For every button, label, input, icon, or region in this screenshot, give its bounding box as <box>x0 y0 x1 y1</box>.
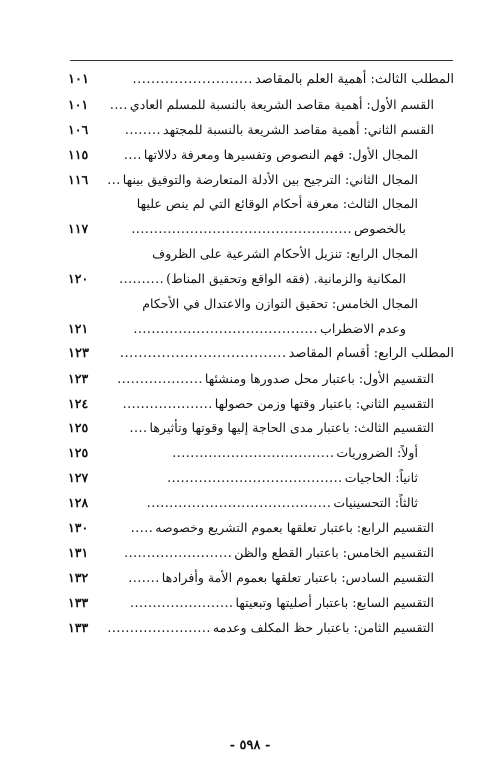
toc-entry <box>68 267 454 292</box>
toc-entry <box>68 367 454 392</box>
toc-entry-page-number: ١٠١ <box>68 72 89 87</box>
toc-entry-page-number: ١٢٥ <box>68 420 89 436</box>
toc-entry <box>68 416 454 441</box>
toc-entry <box>68 242 454 267</box>
toc-entry-page-number: ١٢٤ <box>68 395 89 411</box>
toc-entry <box>68 441 454 466</box>
page-number-footer: - ٥٩٨ - <box>229 738 271 753</box>
toc-entry-leader: ... <box>107 171 121 187</box>
toc-entry-page-number: ١٣١ <box>68 544 89 560</box>
toc-entry <box>68 591 454 616</box>
toc-entry-page-number: ١٠٦ <box>68 121 89 137</box>
table-of-contents <box>68 68 454 640</box>
toc-entry-page-number: ١١٥ <box>68 146 89 162</box>
toc-entry-page-number: ١٣٠ <box>68 520 89 536</box>
toc-entry-page-number: ١٠١ <box>68 96 89 112</box>
toc-entry-leader: ....................... <box>129 594 234 610</box>
toc-entry <box>68 466 454 491</box>
toc-entry-title: المجال الأول: فهم النصوص وتفسيرها ومعرفة دلالاتها <box>143 146 418 162</box>
toc-entry-title: التقسيم الثالث: باعتبار مدى الحاجة إليها وقوتها وتأثيرها <box>149 420 434 436</box>
toc-entry-title: ثانياً: الحاجيات <box>344 470 418 486</box>
toc-entry-page-number: ١٣٣ <box>68 594 89 610</box>
toc-entry <box>68 118 454 143</box>
toc-entry-page-number: ١٢٨ <box>68 495 89 511</box>
toc-entry-leader: .................................... <box>119 345 287 361</box>
toc-entry-title: بالخصوص <box>354 221 406 237</box>
toc-entry <box>68 616 454 641</box>
toc-entry-leader: ..... <box>130 520 154 536</box>
toc-entry-leader: ......................................... <box>146 495 332 511</box>
toc-entry-title: التقسيم السابع: باعتبار أصليتها وتبعيتها <box>235 594 434 610</box>
header-rule <box>70 60 453 61</box>
toc-entry-leader: .......................... <box>132 72 253 87</box>
toc-entry-title: أولاً: الضروريات <box>336 445 418 461</box>
toc-entry-leader: .... <box>129 420 148 436</box>
toc-entry-title: التقسيم الثاني: باعتبار وقتها وزمن حصولها <box>214 395 434 411</box>
toc-entry-leader: .... <box>109 96 128 112</box>
toc-entry-page-number: ١٣٢ <box>68 569 89 585</box>
toc-entry-leader: ....................... <box>107 619 211 635</box>
toc-entry <box>68 516 454 541</box>
toc-entry-page-number: ١٢٥ <box>68 445 89 461</box>
toc-entry-page-number: ١٣٣ <box>68 619 89 635</box>
toc-entry <box>68 93 454 118</box>
toc-entry <box>68 292 454 317</box>
toc-entry-leader: .................... <box>122 395 213 411</box>
toc-entry-title: المجال الثاني: الترجيح بين الأدلة المتعارضة والتوفيق بينها <box>122 171 418 187</box>
toc-entry <box>68 217 454 242</box>
toc-entry-leader: ......................................... <box>133 320 318 336</box>
toc-entry-title: المطلب الرابع: أقسام المقاصد <box>288 345 454 361</box>
toc-entry-page-number: ١٢٧ <box>68 470 89 486</box>
toc-entry <box>68 143 454 168</box>
toc-entry <box>68 192 454 217</box>
toc-entry <box>68 168 454 193</box>
toc-entry-title: المجال الخامس: تحقيق التوازن والاعتدال في الأحكام <box>142 296 418 312</box>
toc-entry-title: التقسيم الخامس: باعتبار القطع والظن <box>234 544 434 560</box>
toc-entry-title: القسم الأول: أهمية مقاصد الشريعة بالنسبة للمسلم العادي <box>129 96 434 112</box>
toc-entry-leader: .................................... <box>172 445 335 461</box>
toc-entry-page-number: ١١٧ <box>68 221 89 237</box>
toc-entry-title: المجال الرابع: تنزيل الأحكام الشرعية على الظروف <box>152 246 418 262</box>
toc-entry-leader: ....................................... <box>167 470 343 486</box>
toc-entry <box>68 491 454 516</box>
toc-entry-page-number: ١٢٣ <box>68 345 89 361</box>
toc-entry-title: التقسيم الأول: باعتبار محل صدورها ومنشئها <box>204 370 434 386</box>
toc-entry-leader: ................................................. <box>131 221 353 237</box>
toc-entry-leader: .......... <box>119 271 165 287</box>
toc-entry-page-number: ١٢١ <box>68 320 89 336</box>
toc-entry-title: المكانية والزمانية. (فقه الواقع وتحقيق المناط) <box>166 271 406 287</box>
toc-entry-title: التقسيم الثامن: باعتبار حظ المكلف وعدمه <box>212 619 434 635</box>
toc-entry <box>68 317 454 342</box>
toc-entry <box>68 342 454 367</box>
toc-entry-title: القسم الثاني: أهمية مقاصد الشريعة بالنسبة للمجتهد <box>162 121 434 137</box>
toc-entry-title: التقسيم الرابع: باعتبار تعلقها بعموم التشريع وخصوصه <box>155 520 434 536</box>
toc-entry-leader: .... <box>123 146 142 162</box>
toc-entry <box>68 566 454 591</box>
toc-entry-page-number: ١١٦ <box>68 171 89 187</box>
toc-entry-leader: ........ <box>124 121 161 137</box>
toc-entry-title: ثالثاً: التحسينيات <box>333 495 418 511</box>
toc-entry-leader: ........................ <box>124 544 233 560</box>
toc-entry-title: وعدم الاضطراب <box>319 320 406 336</box>
toc-entry-title: التقسيم السادس: باعتبار تعلقها بعموم الأمة وأفرادها <box>161 569 434 585</box>
toc-entry <box>68 541 454 566</box>
toc-entry <box>68 392 454 417</box>
toc-entry-leader: ....... <box>128 569 160 585</box>
toc-entry <box>68 68 454 93</box>
toc-entry-page-number: ١٢٣ <box>68 370 89 386</box>
toc-entry-leader: ................... <box>117 370 203 386</box>
toc-entry-page-number: ١٢٠ <box>68 271 89 287</box>
toc-entry-title: المجال الثالث: معرفة أحكام الوقائع التي لم ينص عليها <box>136 196 418 212</box>
toc-entry-title: المطلب الثالث: أهمية العلم بالمقاصد <box>254 72 454 87</box>
